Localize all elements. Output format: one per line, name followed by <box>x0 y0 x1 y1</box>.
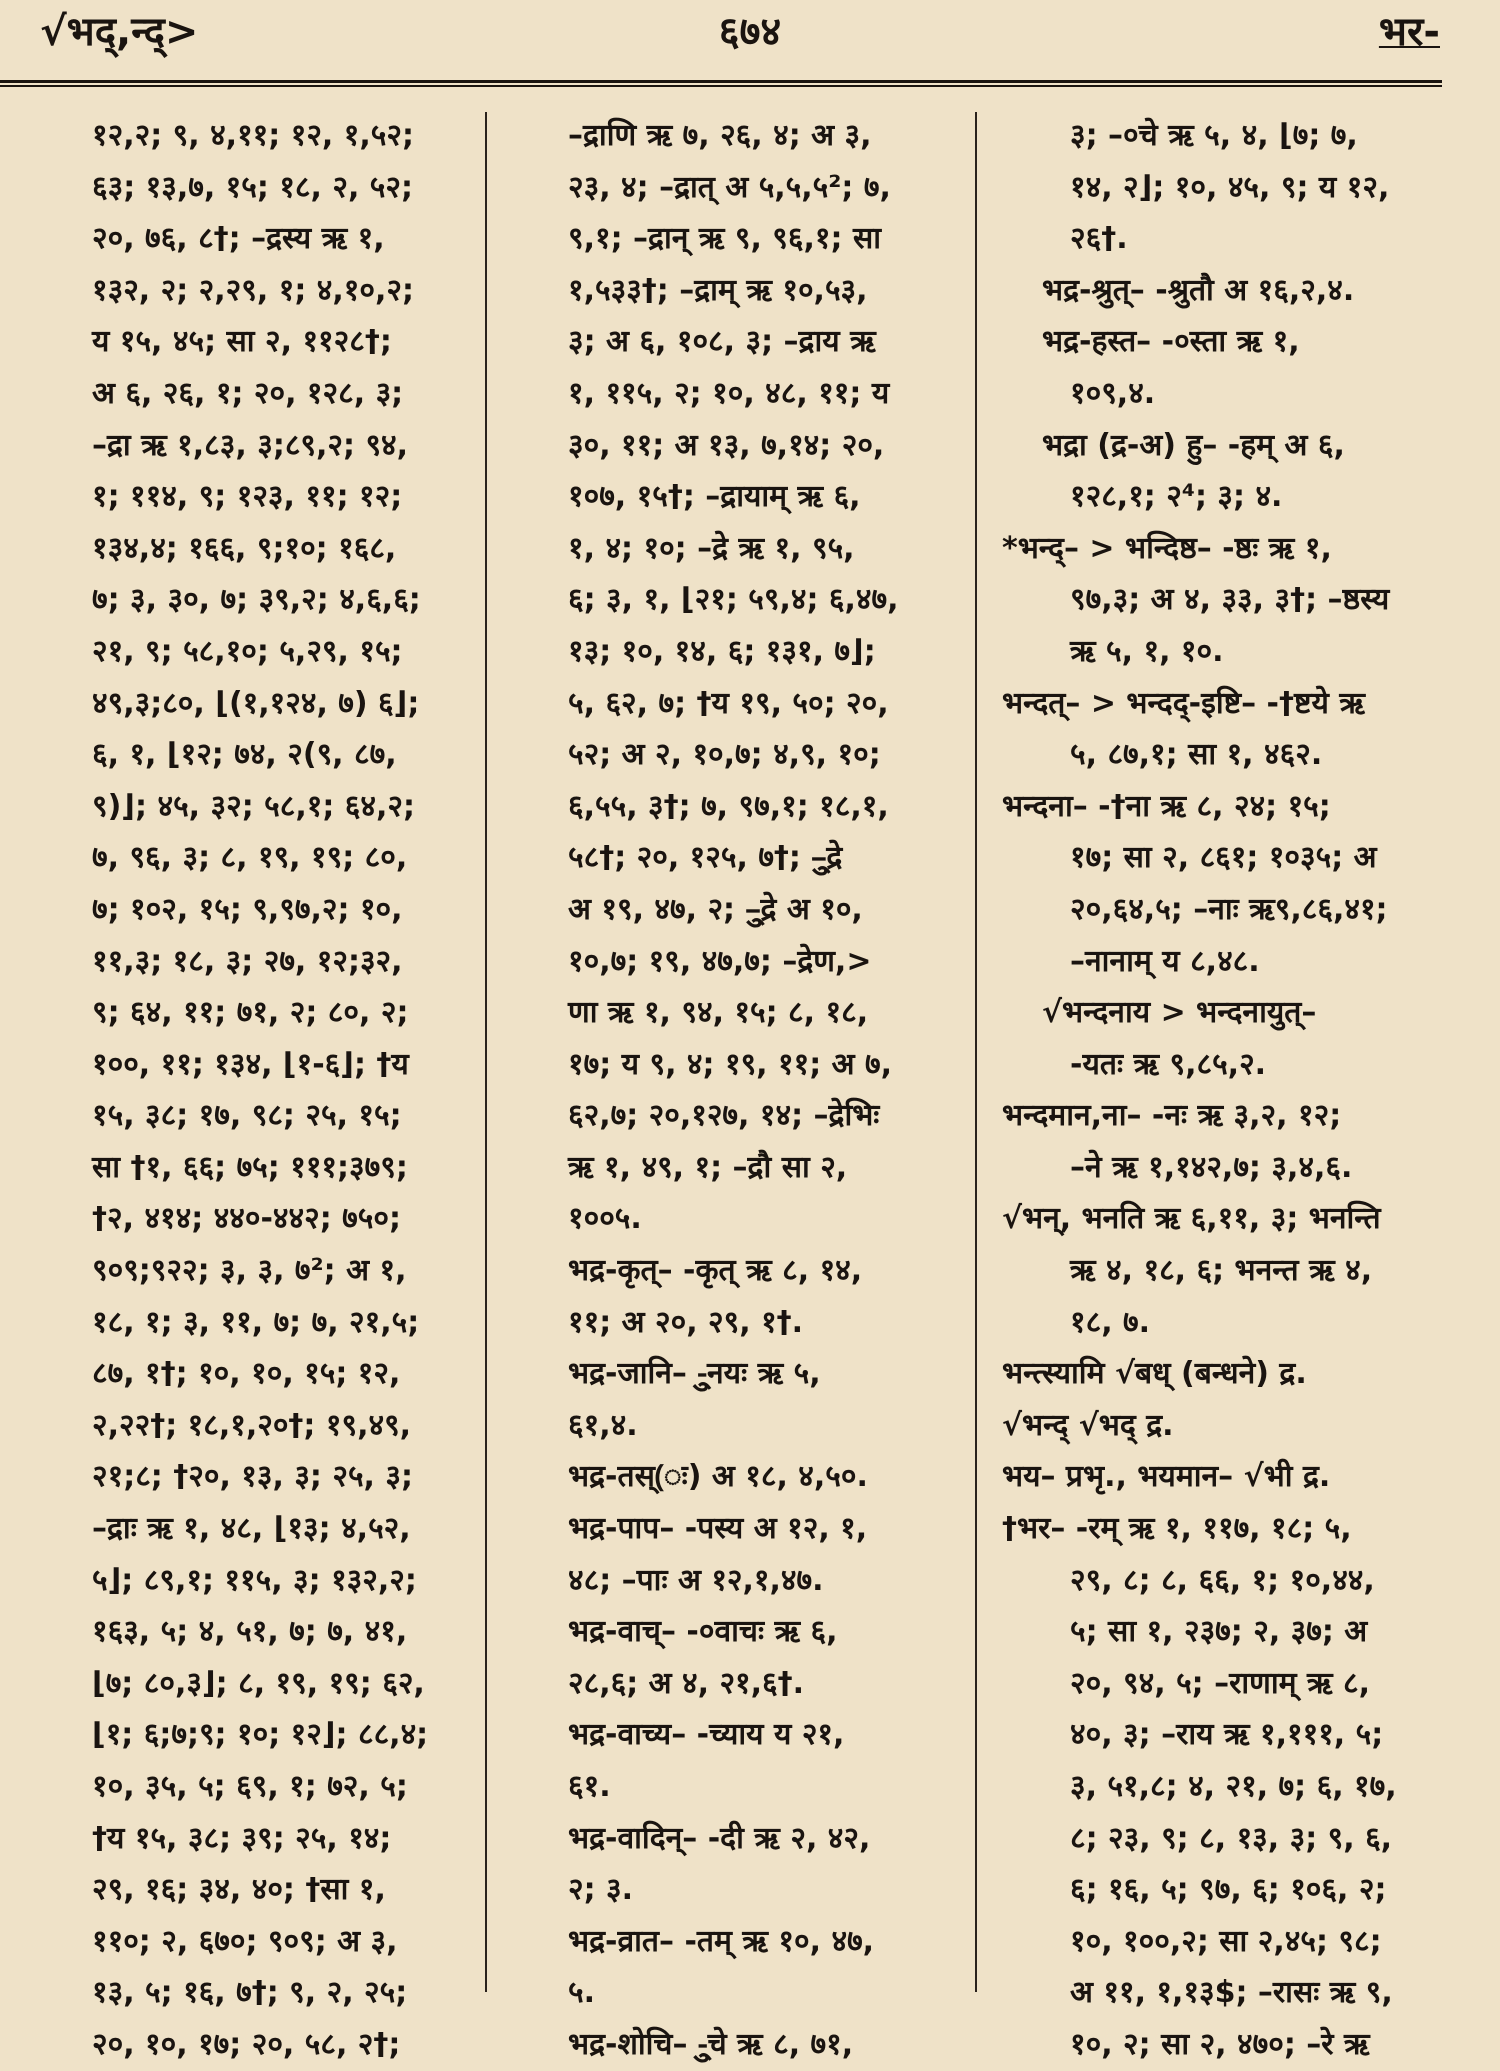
text-line: -यतः ऋ ९,८५,२. <box>1070 1046 1267 1082</box>
text-line: २३, ४; –द्रात् अ ५,५,५²; ७, <box>568 169 891 205</box>
column-divider-1 <box>485 112 487 1992</box>
text-line: २०,६४,५; –नाः ऋ९,८६,४१; <box>1070 891 1388 927</box>
text-line: १५, ३८; १७, ९८; २५, १५; <box>92 1098 402 1134</box>
text-line: भद्र-तस्(ः) अ १८, ४,५०. <box>568 1459 868 1495</box>
text-line: १३४,४; १६६, ९;१०; १६८, <box>92 530 397 566</box>
text-line: भद्र-वाच्– -०वाचः ऋ ६, <box>568 1614 838 1650</box>
text-line: ६१,४. <box>568 1407 638 1443</box>
text-line: –ने ऋ १,१४२,७; ३,४,६. <box>1070 1149 1353 1185</box>
text-line: ६३; १३,७, १५; १८, २, ५२; <box>92 169 413 205</box>
text-line: भद्र-वाच्य– -च्याय य २१, <box>568 1717 845 1753</box>
text-line: १३; १०, १४, ६; १३१, ७⌋; <box>568 633 876 669</box>
text-line: २०, ९४, ५; –राणाम् ऋ ८, <box>1070 1665 1371 1701</box>
text-line: ३, ५१,८; ४, २१, ७; ६, १७, <box>1070 1769 1397 1804</box>
text-line: भन्दना– -†ना ऋ ८, २४; १५; <box>1002 788 1331 824</box>
text-line: ४०, ३; –राय ऋ १,१११, ५; <box>1070 1717 1384 1753</box>
text-line: भन्दमान,ना– -नः ऋ ३,२, १२; <box>1002 1098 1342 1134</box>
text-line: १०, ३५, ५; ६९, १; ७२, ५; <box>92 1769 408 1804</box>
text-line: ऋ १, ४९, १; –द्रौ सा २, <box>568 1149 848 1185</box>
header-right-catchword: भर- <box>1378 9 1440 55</box>
text-line: ११,३; १८, ३; २७, १२;३२, <box>92 943 403 979</box>
text-line: भय– प्रभृ., भयमान– √भी द्र. <box>1002 1459 1331 1495</box>
text-line: ४९,३;८०, ⌊(१,१२४, ७) ६⌋; <box>92 685 420 721</box>
text-line: १३, ५; १६, ७†; ९, २, २५; <box>92 1975 408 2011</box>
text-line: ५⌋; ८९,१; ११५, ३; १३२,२; <box>92 1562 417 1598</box>
text-line: ५. <box>568 1975 595 2011</box>
text-line: ऋ ४, १८, ६; भनन्त ऋ ४, <box>1070 1253 1373 1289</box>
text-line: २९, ८; ८, ६६, १; १०,४४, <box>1070 1562 1375 1598</box>
text-line: भद्र-कृत्– -कृत् ऋ ८, १४, <box>568 1253 863 1289</box>
column-1 <box>92 110 470 2062</box>
text-line: भद्र-जानि– -ु्नयः ऋ ५, <box>568 1356 821 1392</box>
column-3 <box>1002 110 1460 2062</box>
text-line: भद्र-व्रात– -तम् ऋ १०, ४७, <box>568 1923 875 1959</box>
text-line: १,५३३†; –द्राम् ऋ १०,५३, <box>568 272 868 308</box>
text-line: २०, १०, १७; २०, ५८, २†; <box>92 2026 401 2062</box>
text-line: ९; ६४, ११; ७१, २; ८०, २; <box>92 995 409 1031</box>
page-header <box>0 0 1500 80</box>
text-line: १२,२; ९, ४,११; १२, १,५२; <box>92 118 414 153</box>
text-line: ८; २३, ९; ८, १३, ३; ९, ६, <box>1070 1820 1393 1856</box>
column-divider-2 <box>975 112 977 1992</box>
text-line: १०७, १५†; –द्रायाम् ऋ ६, <box>568 479 861 515</box>
text-line: –द्राणि ऋ ७, २६, ४; अ ३, <box>568 118 872 153</box>
text-line: १, ४; १०; –द्रे ऋ १, ९५, <box>568 530 855 566</box>
text-line: ११; अ २०, २९, १†. <box>568 1304 804 1340</box>
text-line: १०, २; सा २, ४७०; –रे ऋ <box>1070 2026 1370 2062</box>
text-line: भन्दत्– > भन्दद्-इष्टि– -†ष्टये ऋ <box>1002 685 1365 721</box>
text-line: १०, १००,२; सा २,४५; ९८; <box>1070 1923 1382 1959</box>
text-line: १८, ७. <box>1070 1304 1151 1340</box>
text-line: २६†. <box>1070 221 1128 257</box>
text-line: ९)⌋; ४५, ३२; ५८,१; ६४,२; <box>92 788 415 824</box>
text-line: ५८†; २०, १२५, ७†; –ु्द्रे <box>568 840 843 876</box>
text-line: भद्रा (द्र-अ) हु– -हम् अ ६, <box>1042 427 1345 463</box>
text-line: ९७,३; अ ४, ३३, ३†; –ष्ठस्य <box>1070 582 1390 618</box>
text-line: य १५, ४५; सा २, ११२८†; <box>92 324 392 360</box>
text-line: ६; १६, ५; ९७, ६; १०६, २; <box>1070 1872 1387 1908</box>
text-line: भद्र-हस्त– -०स्ता ऋ १, <box>1042 324 1300 360</box>
text-line: ऋ ५, १, १०. <box>1070 633 1224 669</box>
text-line: –नानाम् य ८,४८. <box>1070 943 1260 979</box>
text-line: √भन्दनाय > भन्दनायुत्– <box>1042 995 1317 1031</box>
text-line: १, ११५, २; १०, ४८, ११; य <box>568 375 890 411</box>
text-line: †२, ४१४; ४४०-४४२; ७५०; <box>92 1201 401 1237</box>
text-line: भन्त्स्यामि √बध् (बन्धने) द्र. <box>1002 1356 1307 1392</box>
text-line: अ १९, ४७, २; –ु्द्रे अ १०, <box>568 891 863 927</box>
text-line: २; ३. <box>568 1872 634 1908</box>
text-line: १००, ११; १३४, ⌊१-६⌋; †य <box>92 1046 409 1082</box>
text-line: १६३, ५; ४, ५१, ७; ७, ४१, <box>92 1614 408 1650</box>
header-rule <box>0 80 1442 87</box>
text-line: भद्र-शोचि– -ु्चे ऋ ८, ७१, <box>568 2026 854 2062</box>
text-line: ५; सा १, २३७; २, ३७; अ <box>1070 1614 1368 1650</box>
text-line: ३; –०चे ऋ ५, ४, ⌊७; ७, <box>1070 118 1358 153</box>
text-line: ३०, ११; अ १३, ७,१४; २०, <box>568 427 885 463</box>
text-line: †भर– -रम् ऋ १, ११७, १८; ५, <box>1002 1511 1352 1547</box>
text-line: ६१. <box>568 1769 611 1804</box>
text-line: सा †१, ६६; ७५; १११;३७९; <box>92 1149 408 1185</box>
text-line: अ ११, १,१३$; –रासः ऋ ९, <box>1070 1975 1393 2011</box>
text-line: १०९,४. <box>1070 375 1156 411</box>
text-line: २०, ७६, ८†; –द्रस्य ऋ १, <box>92 221 385 257</box>
text-line: २९, १६; ३४, ४०; †सा १, <box>92 1872 386 1908</box>
header-left-catchword: √भद्,न्द्> <box>40 9 199 55</box>
text-line: *भन्द्– > भन्दिष्ठ– -ष्ठः ऋ १, <box>1002 530 1332 566</box>
page-number: ६७४ <box>718 9 782 55</box>
text-line: ७; १०२, १५; ९,९७,२; १०, <box>92 891 403 927</box>
text-line: १; ११४, ९; १२३, ११; १२; <box>92 479 403 515</box>
text-line: २,२२†; १८,१,२०†; १९,४९, <box>92 1407 412 1443</box>
text-line: †य १५, ३८; ३९; २५, १४; <box>92 1820 392 1856</box>
text-line: १२८,१; २⁴; ३; ४. <box>1070 479 1283 515</box>
text-line: –द्रा ऋ १,८३, ३;८९,२; ९४, <box>92 427 409 463</box>
text-line: ८७, १†; १०, १०, १५; १२, <box>92 1356 401 1392</box>
text-line: १८, १; ३, ११, ७; ७, २१,५; <box>92 1304 420 1340</box>
text-line: ⌊७; ८०,३⌋; ८, १९, १९; ६२, <box>92 1665 425 1701</box>
text-line: ७, ९६, ३; ८, १९, १९; ८०, <box>92 840 408 876</box>
text-line: ४८; –पाः अ १२,१,४७. <box>568 1562 824 1598</box>
column-2 <box>568 110 964 2062</box>
text-line: १३२, २; २,२९, १; ४,१०,२; <box>92 272 414 308</box>
text-line: १७; सा २, ८६१; १०३५; अ <box>1070 840 1377 876</box>
text-line: ६, १, ⌊१२; ७४, २(९, ८७, <box>92 737 397 773</box>
text-line: ७; ३, ३०, ७; ३९,२; ४,६,६; <box>92 582 421 618</box>
text-line: ६२,७; २०,१२७, १४; –द्रेभिः <box>568 1098 880 1134</box>
text-line: १००५. <box>568 1201 642 1237</box>
text-line: अ ६, २६, १; २०, १२८, ३; <box>92 375 404 411</box>
text-line: भद्र-पाप– -पस्य अ १२, १, <box>568 1511 868 1547</box>
text-line: ६,५५, ३†; ७, ९७,१; १८,१, <box>568 788 889 824</box>
text-line: भद्र-वादिन्– -दी ऋ २, ४२, <box>568 1820 871 1856</box>
text-line: ५, ६२, ७; †य १९, ५०; २०, <box>568 685 889 721</box>
text-line: १०,७; १९, ४७,७; –द्रेण,> <box>568 943 872 979</box>
text-line: णा ऋ १, ९४, १५; ८, १८, <box>568 995 869 1031</box>
text-line: ६; ३, १, ⌊२१; ५९,४; ६,४७, <box>568 582 899 618</box>
text-line: भद्र-श्रुत्– -श्रुतौ अ १६,२,४. <box>1042 272 1355 308</box>
text-line: २१;८; †२०, १३, ३; २५, ३; <box>92 1459 413 1495</box>
text-line: ५२; अ २, १०,७; ४,९, १०; <box>568 737 881 773</box>
text-line: १७; य ९, ४; १९, ११; अ ७, <box>568 1046 893 1082</box>
text-line: ९०९;९२२; ३, ३, ७²; अ १, <box>92 1253 407 1289</box>
text-line: ११०; २, ६७०; ९०९; अ ३, <box>92 1923 398 1959</box>
text-line: २१, ९; ५८,१०; ५,२९, १५; <box>92 633 403 669</box>
text-line: √भन्, भनति ऋ ६,११, ३; भनन्ति <box>1002 1201 1381 1237</box>
text-line: ३; अ ६, १०८, ३; –द्राय ऋ <box>568 324 876 360</box>
text-line: १४, २⌋; १०, ४५, ९; य १२, <box>1070 169 1390 205</box>
text-line: ५, ८७,१; सा १, ४६२. <box>1070 737 1323 773</box>
text-line: √भन्द् √भद् द्र. <box>1002 1407 1174 1443</box>
text-line: –द्राः ऋ १, ४८, ⌊१३; ४,५२, <box>92 1511 411 1547</box>
text-line: ९,१; –द्रान् ऋ ९, ९६,१; सा <box>568 221 881 257</box>
text-line: २८,६; अ ४, २१,६†. <box>568 1665 805 1701</box>
text-line: ⌊१; ६;७;९; १०; १२⌋; ८८,४; <box>92 1717 429 1753</box>
